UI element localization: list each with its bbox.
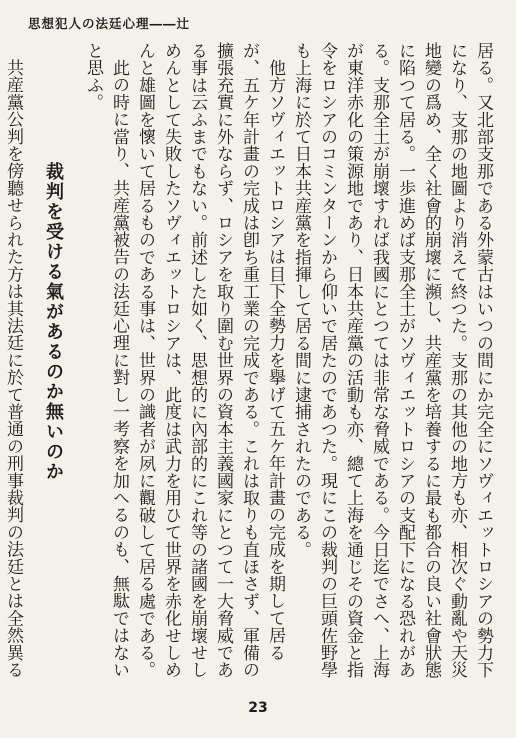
running-head: 思想犯人の法廷心理――辻 [28,16,191,31]
body-text [3,42,496,682]
paragraph: 此の時に當り、共産黨被告の法廷心理に對し一考察を加へるのも、無駄ではないと思ふ。 [83,42,129,679]
paragraph: 共産黨公判を傍聽せられた方は其法廷に於て普通の刑事裁判の法廷とは全然異る [3,59,23,679]
page-number: 23 [248,700,268,716]
paragraph: 他方ソヴィエットロシアは目下全勢力を擧げて五ケ年計畫の完成を期して居るが、五ケ年計畫の完成は卽ち重工業の完成である。これは取りも直ほさず、軍備の擴張充實に外ならず、ロシアを取り圍む世界の資本主義國家にとつて一大脅威である事は云ふまでもない。前述した如く、思想的に內部的にこれ等の諸國を崩壞せしめんとして失敗したソヴィエットロシアは、此度は武力を用ひて世界を赤化せしめんと雄圖を懷いて居るものである事は、世界の識者が夙に觀破して居る處である。 [135,42,285,679]
paragraph: 居る。又北部支那である外蒙古はいつの間にか完全にソヴィエットロシアの勢力下になり、支那の地圖より消えて終つた。支那の其他の地方も亦、相次ぐ動亂や天災地變の爲め、全く社會的崩壞に瀕し、共産黨を培養するに最も都合の良い社會狀態に陷つて居る。一歩進めば支那全土がソヴィエットロシアの支配下になる恐れがある。支那全土が崩壞すれば我國にとつては非常な脅威である。今日迄でさへ、上海が東洋赤化の策源地であり、日本共産黨の活動も亦、總て上海を通じその資金と指令をロシアのコミンターンから仰いで居たのであつた。現にこの裁判の巨頭佐野學も上海に於て日本共産黨を指揮して居る間に逮捕されたのである。 [291,42,493,679]
section-heading: 裁判を受ける氣があるのか無いのか [43,162,64,482]
